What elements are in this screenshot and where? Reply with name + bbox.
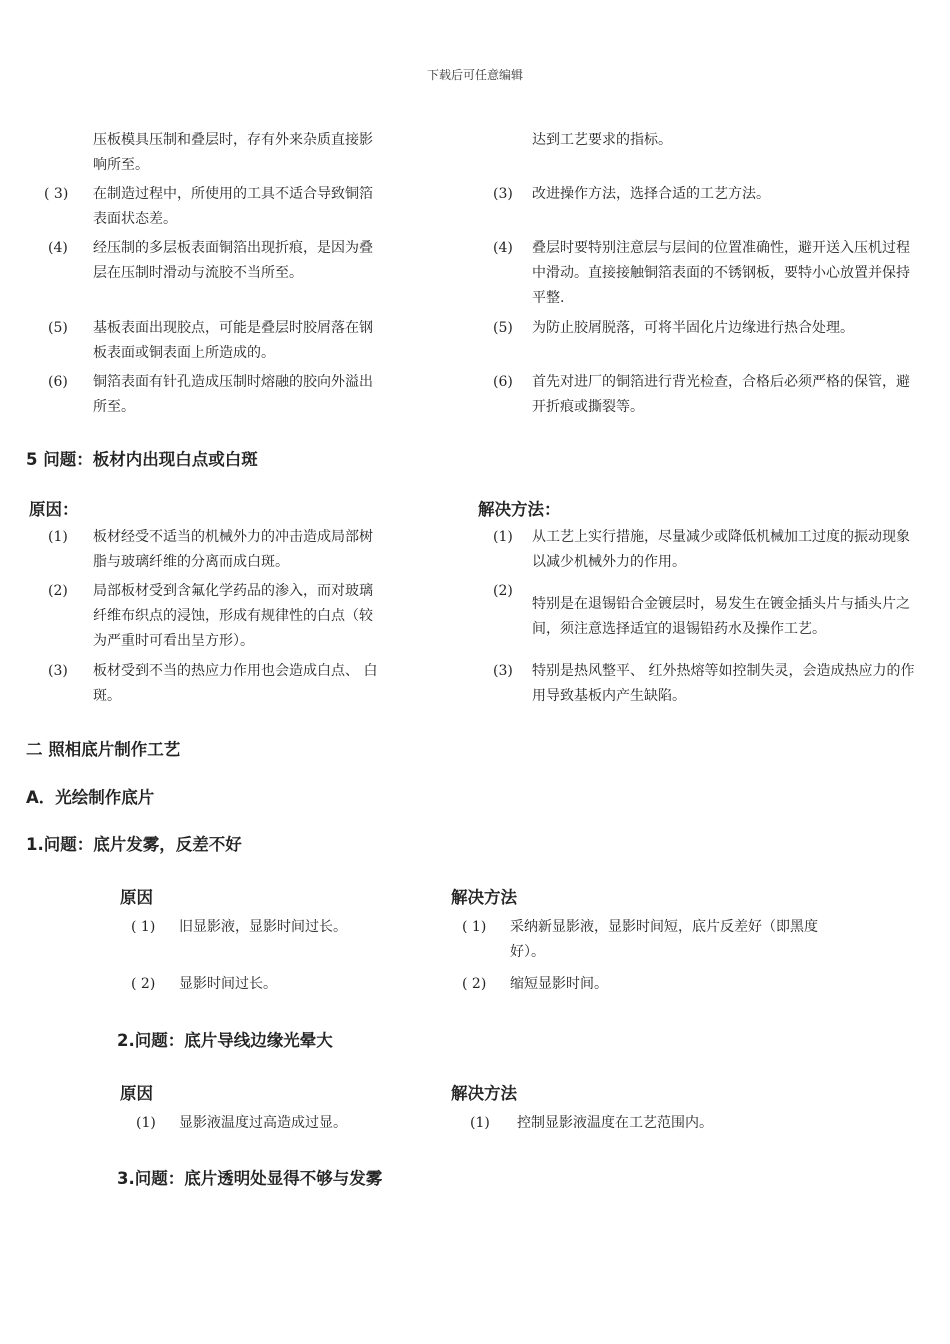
cont-right-item-6-num: (6) [493,374,513,390]
p2-left-item-1-num: (1) [136,1115,156,1131]
s5-left-item-3-text: 板材受到不当的热应力作用也会造成白点、 白斑。 [93,663,378,704]
s5-right-item-1-text: 从工艺上实行措施，尽量减少或降低机械加工过度的振动现象以减少机械外力的作用。 [532,529,910,570]
p1-left-item-2-num: ( 2) [131,976,156,992]
s5-right-item-3-text: 特别是热风整平、 红外热熔等如控制失灵，会造成热应力的作用导致基板内产生缺陷。 [532,663,915,704]
page-header: 下载后可任意编辑 [426,68,523,82]
s5-right-item-3-num: (3) [493,663,513,679]
section-5-title: 5 问题：板材内出现白点或白斑 [26,450,258,469]
cont-left-item-5-text: 基板表面出现胶点，可能是叠层时胶屑落在钢板表面或铜表面上所造成的。 [93,320,373,361]
cont-right-item-1-text: 达到工艺要求的指标。 [532,132,672,148]
s5-right-item-2-text: 特别是在退锡铅合金镀层时，易发生在镀金插头片与插头片之间，须注意选择适宜的退锡铅药水及操作工艺。 [532,596,910,637]
p1-left-item-1-num: ( 1) [131,919,156,935]
cont-left-item-3-text: 在制造过程中，所使用的工具不适合导致铜箔表面状态差。 [93,186,373,227]
cont-right-item-6-text: 首先对进厂的铜箔进行背光检查，合格后必须严格的保管，避开折痕或撕裂等。 [532,374,910,415]
cont-right-item-3-num: (3) [493,186,513,202]
problem-3-title: 3.问题：底片透明处显得不够与发雾 [117,1169,383,1188]
p2-solution-label: 解决方法 [451,1084,517,1103]
s5-left-item-2-num: (2) [48,583,68,599]
section-a-title: A．光绘制作底片 [26,788,155,807]
p1-cause-label: 原因 [120,888,153,907]
p2-left-item-1-text: 显影液温度过高造成过显。 [179,1115,347,1131]
s5-left-item-1-num: (1) [48,529,68,545]
section-5-cause-label: 原因： [29,500,79,519]
cont-left-item-4-num: (4) [48,240,68,256]
cont-right-item-3-text: 改进操作方法，选择合适的工艺方法。 [532,186,770,202]
s5-right-item-2-num: (2) [493,583,513,599]
cont-left-item-6-text: 铜箔表面有针孔造成压制时熔融的胶向外溢出所至。 [93,374,373,415]
s5-left-item-3-num: (3) [48,663,68,679]
s5-left-item-2-text: 局部板材受到含氟化学药品的渗入，而对玻璃纤维布织点的浸蚀，形成有规律性的白点（较为严重时可看出呈方形）。 [93,583,373,649]
cont-right-item-5-text: 为防止胶屑脱落，可将半固化片边缘进行热合处理。 [532,320,854,336]
p2-right-item-1-text: 控制显影液温度在工艺范围内。 [517,1115,713,1131]
problem-2-title: 2.问题：底片导线边缘光晕大 [117,1031,333,1050]
s5-right-item-1-num: (1) [493,529,513,545]
section-2-title: 二 照相底片制作工艺 [26,740,181,759]
p1-left-item-1-text: 旧显影液，显影时间过长。 [179,919,347,935]
cont-left-item-1-text: 压板模具压制和叠层时，存有外来杂质直接影响所至。 [93,132,373,173]
cont-left-item-3-num: ( 3) [44,186,69,202]
cont-right-item-4-num: (4) [493,240,513,256]
p1-right-item-2-text: 缩短显影时间。 [510,976,608,992]
cont-left-item-6-num: (6) [48,374,68,390]
problem-1-title: 1.问题：底片发雾，反差不好 [26,835,242,854]
s5-left-item-1-text: 板材经受不适当的机械外力的冲击造成局部树脂与玻璃纤维的分离而成白斑。 [93,529,373,570]
cont-left-item-5-num: (5) [48,320,68,336]
p1-right-item-1-num: ( 1) [462,919,487,935]
p1-solution-label: 解决方法 [451,888,517,907]
cont-right-item-4-text: 叠层时要特别注意层与层间的位置准确性，避开送入压机过程中滑动。直接接触铜箔表面的不锈钢板，要特小心放置并保持平整. [532,240,910,306]
cont-right-item-5-num: (5) [493,320,513,336]
p1-right-item-2-num: ( 2) [462,976,487,992]
section-5-solution-label: 解决方法： [478,500,561,519]
p2-right-item-1-num: (1) [470,1115,490,1131]
p2-cause-label: 原因 [120,1084,153,1103]
cont-left-item-4-text: 经压制的多层板表面铜箔出现折痕，是因为叠层在压制时滑动与流胶不当所至。 [93,240,373,281]
p1-left-item-2-text: 显影时间过长。 [179,976,277,992]
p1-right-item-1-text: 采纳新显影液，显影时间短，底片反差好（即黑度好）。 [510,919,818,960]
